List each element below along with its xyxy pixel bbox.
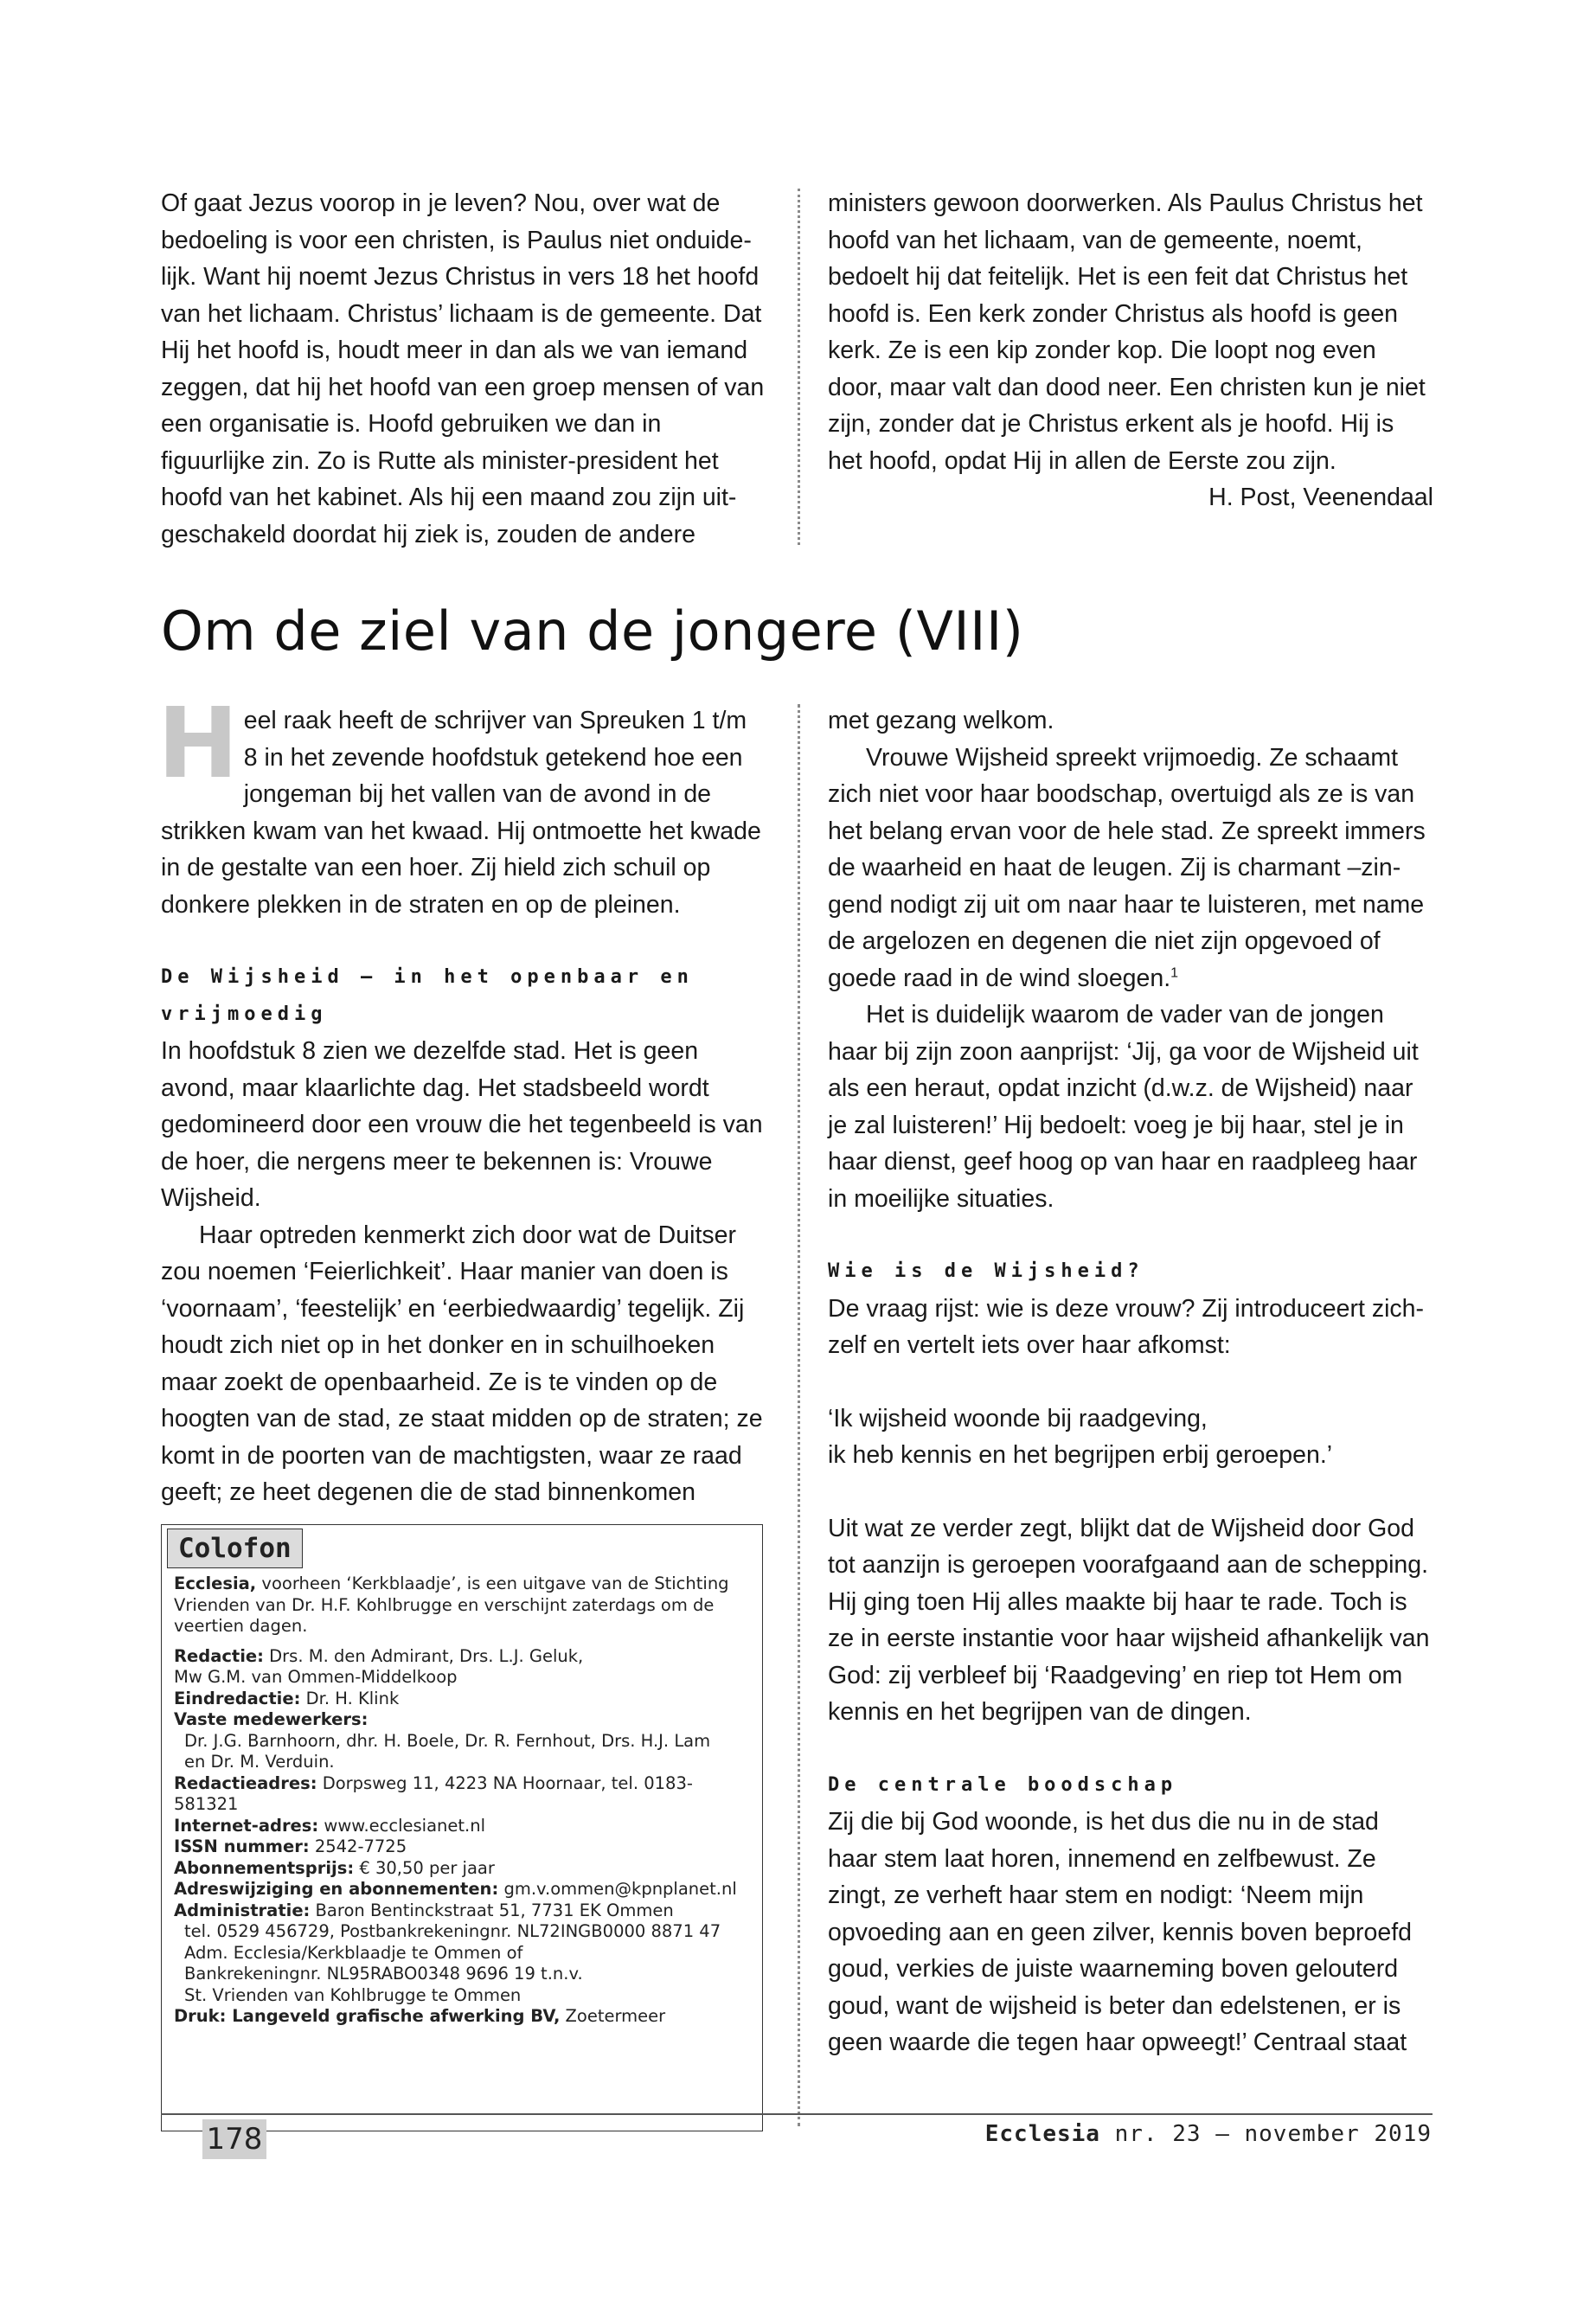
colofon-issn-label: ISSN nummer: (174, 1836, 310, 1856)
colofon-admin-label: Administratie: (174, 1900, 311, 1920)
top-right-column (828, 185, 1433, 516)
dropcap: H (157, 688, 239, 800)
colofon-admin-4: Bankrekeningnr. NL95RABO0348 9696 19 t.n.v. (184, 1964, 583, 1984)
right-paragraph-1: met gezang welkom. (828, 707, 1054, 734)
journal-footer (985, 2121, 1432, 2147)
colofon-wijziging (174, 1879, 750, 1900)
colofon-admin-text: Baron Bentinckstraat 51, 7731 EK Ommen (310, 1900, 674, 1920)
right-paragraph-2 (828, 740, 1433, 997)
colofon-internet-link[interactable]: www.ecclesianet.nl (318, 1815, 486, 1836)
colofon-redactieadres-text: Dorpsweg 11, 4223 NA Hoornaar, tel. 0183-581321 (174, 1772, 693, 1814)
article-right-column (828, 702, 1433, 2061)
spacer (828, 1731, 1433, 1767)
section1-paragraph-2: Haar optreden kenmerkt zich door wat de Duitser zou noemen ‘Feierlichkeit’. Haar manier van doen is ‘voornaam’, ‘feestelijk’ en ‘eerbiedwaardig’ tegelijk. Zij houdt zich niet op in het donker en in schuilhoeken maar zoekt de openbaarheid. Ze is te vinden op de hoogten van de stad, ze staat midden op de straten; ze komt in de poorten van de machtigsten, waar ze raad geeft; ze heet degenen die de stad binnenkomen (161, 1221, 763, 1506)
colofon-wijziging-label: Adreswijziging en abonnementen: (174, 1879, 499, 1899)
journal-name: Ecclesia (984, 2121, 1100, 2147)
colofon-box (161, 1524, 763, 2131)
spacer (161, 923, 766, 959)
colofon-issn (174, 1836, 750, 1858)
article-title: Om de ziel van de jongere (VIII) (161, 599, 1024, 663)
section-heading-1: De Wijsheid — in het openbaar en vrijmoedig (161, 966, 694, 1025)
section3-paragraph-1: Zij die bij God woonde, is het dus die nu in de stad haar stem laat horen, innemend en zelfbewust. Ze zingt, ze verheft haar stem en nodigt: ‘Neem mijn opvoeding aan en geen zilver, kennis boven beproefd goud, verkies de juiste waarneming boven gelouterd goud, want de wijsheid is beter dan edelstenen, er is geen waarde die tegen haar opweegt!’ Centraal staat (828, 1808, 1413, 2056)
colofon-redactie-2: Mw G.M. van Ommen-Middelkoop (174, 1667, 458, 1687)
colofon-admin-2: tel. 0529 456729, Postbankrekeningnr. NL72INGB0000 8871 47 (184, 1921, 721, 1941)
colofon-prijs (174, 1858, 750, 1880)
spacer (828, 1474, 1433, 1510)
colofon-email-link[interactable]: gm.v.ommen@kpnplanet.nl (498, 1879, 737, 1899)
colofon-internet (174, 1816, 750, 1837)
colofon-intro (174, 1574, 750, 1638)
colofon-prijs-text: € 30,50 per jaar (354, 1857, 495, 1878)
column-divider-article (798, 704, 800, 2126)
section-heading-3: De centrale boodschap (828, 1773, 1178, 1796)
colofon-vaste-label: Vaste medewerkers: (174, 1709, 369, 1729)
colofon-eindredactie-text: Dr. H. Klink (300, 1688, 400, 1708)
quote-line-1: ‘Ik wijsheid woonde bij raadgeving, (828, 1404, 1208, 1433)
colofon-druk-label: Druk: Langeveld grafische afwerking BV, (174, 2006, 561, 2026)
top-left-paragraph: Of gaat Jezus voorop in je leven? Nou, over wat de bedoeling is voor een christen, is Paulus niet onduide-lijk. Want hij noemt Jezus Christus in vers 18 het hoofd van het lichaam. Christus’ lichaam is de gemeente. Dat Hij het hoofd is, houdt meer in dan als we van iemand zeggen, dat hij het hoofd van een groep mensen of van een organisatie is. Hoofd gebruiken we dan in figuurlijke zin. Zo is Rutte als minister-president het hoofd van het kabinet. Als hij een maand zou zijn uit-geschakeld doordat hij ziek is, zouden de andere (161, 189, 765, 548)
quote-line-2: ik heb kennis en het begrijpen erbij geroepen.’ (828, 1441, 1333, 1469)
section2-paragraph-1: De vraag rijst: wie is deze vrouw? Zij introduceert zich-zelf en vertelt iets over haar afkomst: (828, 1294, 1424, 1359)
footnote-marker: 1 (1170, 965, 1179, 980)
colofon-redactieadres (174, 1773, 750, 1816)
article-left-column (157, 688, 766, 1511)
colofon-druk (174, 2006, 750, 2028)
colofon-internet-label: Internet-adres: (174, 1815, 319, 1836)
right-paragraph-2-text: Vrouwe Wijsheid spreekt vrijmoedig. Ze schaamt zich niet voor haar boodschap, overtuigd als ze is van het belang ervan voor de hele stad. Ze spreekt immers de waarheid en haat de leugen. Zij is charmant –zin-gend nodigt zij uit om naar haar te luisteren, met name de argelozen en degenen die niet zijn opgevoed of goede raad in de wind sloegen. (828, 743, 1426, 992)
top-left-column (161, 185, 766, 553)
colofon-eindredactie-label: Eindredactie: (174, 1688, 301, 1708)
section-heading-2: Wie is de Wijsheid? (828, 1260, 1144, 1282)
colofon-body (162, 1568, 762, 2028)
colofon-heading: Colofon (167, 1529, 303, 1568)
colofon-intro-text: voorheen ‘Kerkblaadje’, is een uitgave van de Stichting Vrienden van Dr. H.F. Kohlbrugge en verschijnt zaterdags om de veertien dagen. (174, 1574, 729, 1636)
colofon-admin (174, 1900, 750, 1922)
colofon-admin-5: St. Vrienden van Kohlbrugge te Ommen (184, 1984, 522, 2005)
colofon-eindredactie (174, 1689, 750, 1710)
colofon-vaste-2: en Dr. M. Verduin. (184, 1752, 335, 1772)
colofon-intro-label: Ecclesia, (174, 1574, 257, 1593)
article-intro-text: eel raak heeft de schrijver van Spreuken 1 t/m 8 in het zevende hoofdstuk getekend hoe een jongeman bij het vallen van de avond in de strikken kwam van het kwaad. Hij ontmoette het kwade in de gestalte van een hoer. Zij hield zich schuil op donkere plekken in de straten en op de pleinen. (161, 707, 761, 919)
colofon-redactie (174, 1646, 750, 1668)
right-paragraph-3: Het is duidelijk waarom de vader van de jongen haar bij zijn zoon aanprijst: ‘Jij, ga voor de Wijsheid uit als een heraut, opdat inzicht (d.w.z. de Wijsheid) naar je zal luisteren!’ Hij bedoelt: voeg je bij haar, stel je in haar dienst, geef hoog op van haar en raadpleeg haar in moeilijke situaties. (828, 1001, 1419, 1213)
journal-issue: nr. 23 — november 2019 (1099, 2121, 1432, 2147)
page-number: 178 (202, 2119, 266, 2159)
colofon-admin-3: Adm. Ecclesia/Kerkblaadje te Ommen of (184, 1942, 523, 1963)
colofon-redactie-text: Drs. M. den Admirant, Drs. L.J. Geluk, (263, 1645, 584, 1666)
colofon-prijs-label: Abonnementsprijs: (174, 1857, 355, 1878)
colofon-redactieadres-label: Redactieadres: (174, 1772, 317, 1793)
colofon-issn-text: 2542-7725 (309, 1836, 407, 1856)
spacer (828, 1364, 1433, 1400)
colofon-vaste-1: Dr. J.G. Barnhoorn, dhr. H. Boele, Dr. R. Fernhout, Drs. H.J. Lam (184, 1730, 711, 1751)
spacer (828, 1217, 1433, 1253)
section1-paragraph-1: In hoofdstuk 8 zien we dezelfde stad. Het is geen avond, maar klaarlichte dag. Het stadsbeeld wordt gedomineerd door een vrouw die het tegenbeeld is van de hoer, die nergens meer te bekennen is: Vrouwe Wijsheid. (161, 1037, 763, 1212)
top-right-paragraph: ministers gewoon doorwerken. Als Paulus Christus het hoofd van het lichaam, van de gemeente, noemt, bedoelt hij dat feitelijk. Het is een feit dat Christus het hoofd is. Een kerk zonder Christus als hoofd is geen kerk. Ze is een kip zonder kop. Die loopt nog even door, maar valt dan dood neer. Een christen kun je niet zijn, zonder dat je Christus erkent als je hoofd. Hij is het hoofd, opdat Hij in allen de Eerste zou zijn. (828, 189, 1426, 475)
article-intro (157, 688, 766, 923)
author-signature: H. Post, Veenendaal (1208, 484, 1433, 511)
section2-paragraph-2: Uit wat ze verder zegt, blijkt dat de Wijsheid door God tot aanzijn is geroepen voorafgaand aan de schepping. Hij ging toen Hij alles maakte bij haar te rade. Toch is ze in eerste instantie voor haar wijsheid afhankelijk van God: zij verbleef bij ‘Raadgeving’ en riep tot Hem om kennis en het begrijpen van de dingen. (828, 1514, 1430, 1726)
footer-rule (161, 2113, 1433, 2115)
colofon-druk-text: Zoetermeer (560, 2006, 666, 2026)
colofon-redactie-label: Redactie: (174, 1645, 264, 1666)
column-divider-top (798, 189, 800, 545)
